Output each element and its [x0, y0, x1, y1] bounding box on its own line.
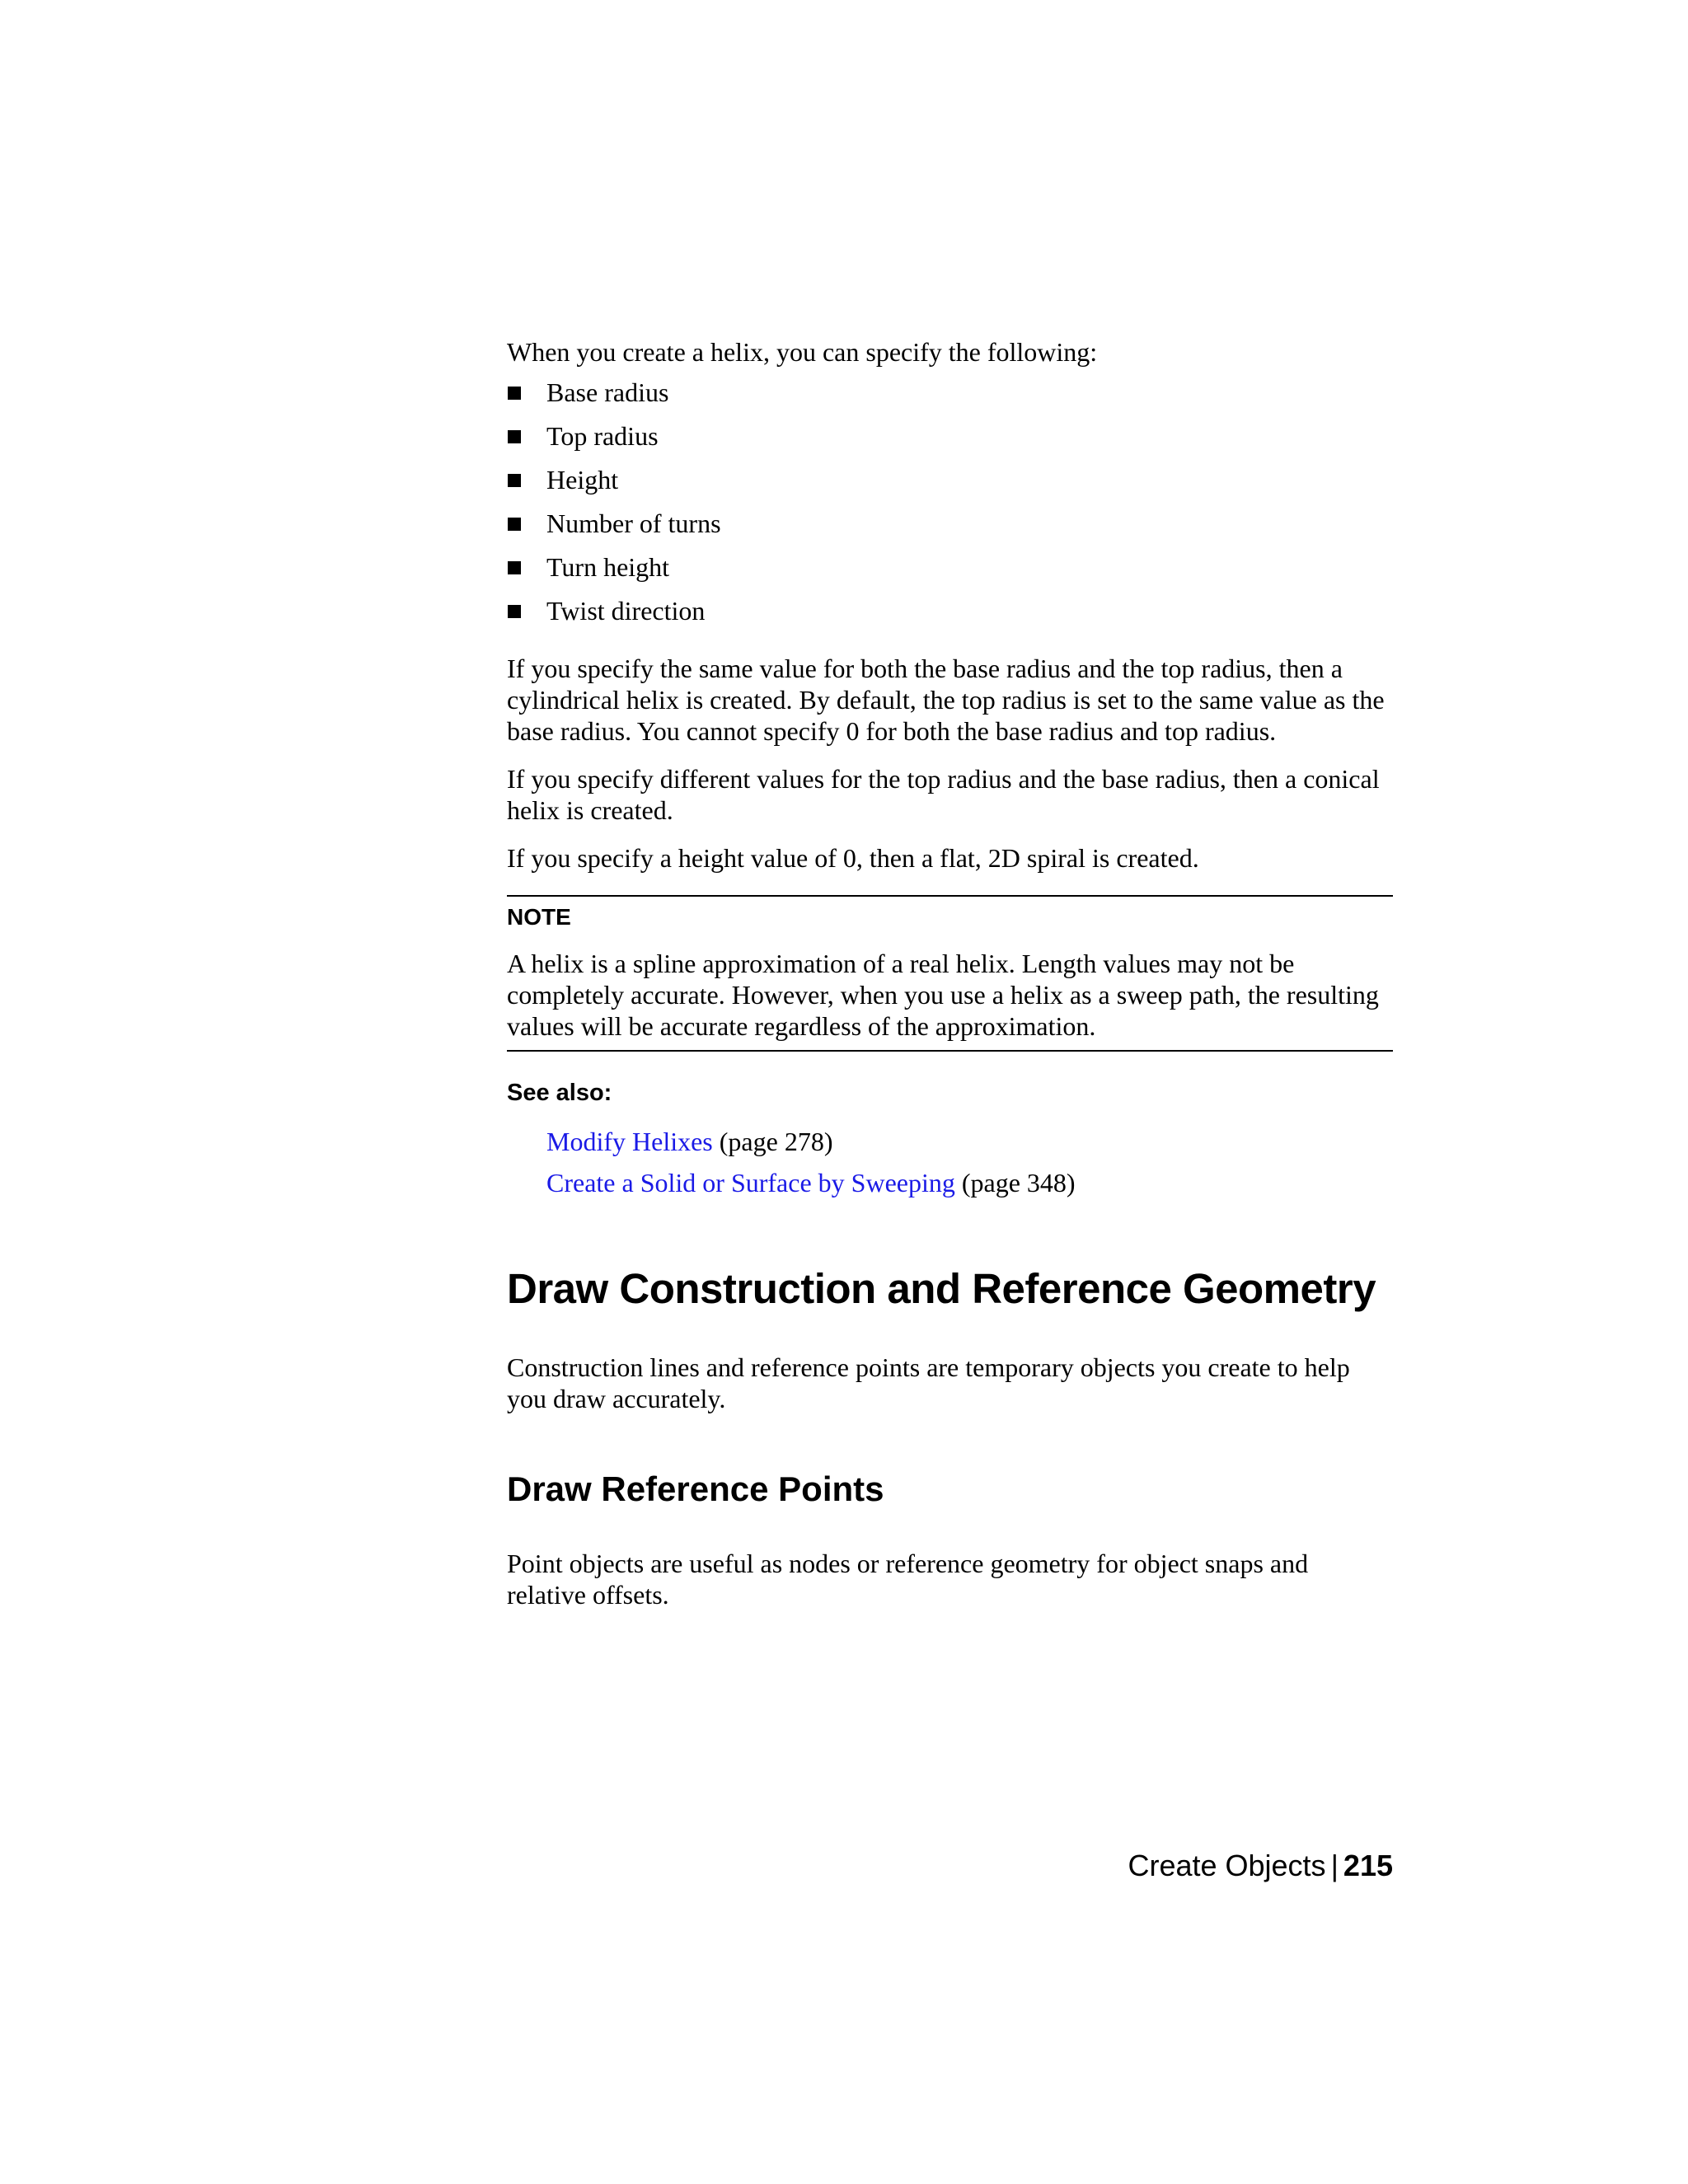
list-item-label: Turn height [546, 552, 670, 582]
subsection-heading: Draw Reference Points [507, 1469, 884, 1508]
list-item-label: Number of turns [546, 509, 721, 538]
note-box [507, 895, 1393, 1052]
subsection-text: Point objects are useful as nodes or reference geometry for object snaps and relative offsets. [507, 1549, 1309, 1610]
page-footer [1128, 1848, 1393, 1884]
page-reference: (page 348) [961, 1168, 1076, 1197]
paragraph-flat-spiral: If you specify a height value of 0, then a flat, 2D spiral is created. [507, 843, 1199, 873]
list-item-label: Twist direction [546, 596, 706, 626]
list-item [507, 371, 1393, 415]
link-create-solid-by-sweeping[interactable]: Create a Solid or Surface by Sweeping [546, 1168, 955, 1197]
footer-separator: | [1330, 1849, 1339, 1882]
square-bullet-icon [508, 474, 521, 487]
list-item [507, 546, 1393, 589]
square-bullet-icon [508, 387, 521, 400]
paragraph-conical-helix: If you specify different values for the top radius and the base radius, then a conical helix is created. [507, 764, 1380, 825]
list-item-label: Height [546, 465, 619, 494]
list-item [507, 458, 1393, 502]
see-also-item [546, 1162, 1393, 1203]
section-heading: Draw Construction and Reference Geometry [507, 1265, 1376, 1312]
note-text: A helix is a spline approximation of a real helix. Length values may not be completely accurate. However, when you use a helix as a sweep path, the resulting values will be accurate regardless of the approximation. [507, 949, 1379, 1041]
see-also-item [546, 1121, 1393, 1162]
list-item [507, 589, 1393, 633]
list-item-label: Top radius [546, 421, 659, 451]
footer-chapter: Create Objects [1128, 1849, 1326, 1882]
document-page [507, 336, 1393, 1610]
square-bullet-icon [508, 605, 521, 618]
list-item-label: Base radius [546, 377, 669, 407]
see-also-label: See also: [507, 1080, 612, 1106]
page-number: 215 [1343, 1849, 1393, 1882]
square-bullet-icon [508, 561, 521, 574]
page-reference: (page 278) [719, 1127, 833, 1156]
link-modify-helixes[interactable]: Modify Helixes [546, 1127, 713, 1156]
square-bullet-icon [508, 430, 521, 443]
helix-options-list [507, 371, 1393, 633]
note-label: NOTE [507, 904, 571, 930]
section-text: Construction lines and reference points are temporary objects you create to help you draw accurately. [507, 1352, 1350, 1413]
see-also-list [507, 1121, 1393, 1203]
intro-text: When you create a helix, you can specify the following: [507, 337, 1098, 367]
paragraph-cylindrical-helix: If you specify the same value for both the base radius and the top radius, then a cylindrical helix is created. By default, the top radius is set to the same value as the base radius. You cannot specify 0 for both the base radius and top radius. [507, 654, 1385, 746]
list-item [507, 415, 1393, 458]
square-bullet-icon [508, 518, 521, 531]
list-item [507, 502, 1393, 546]
